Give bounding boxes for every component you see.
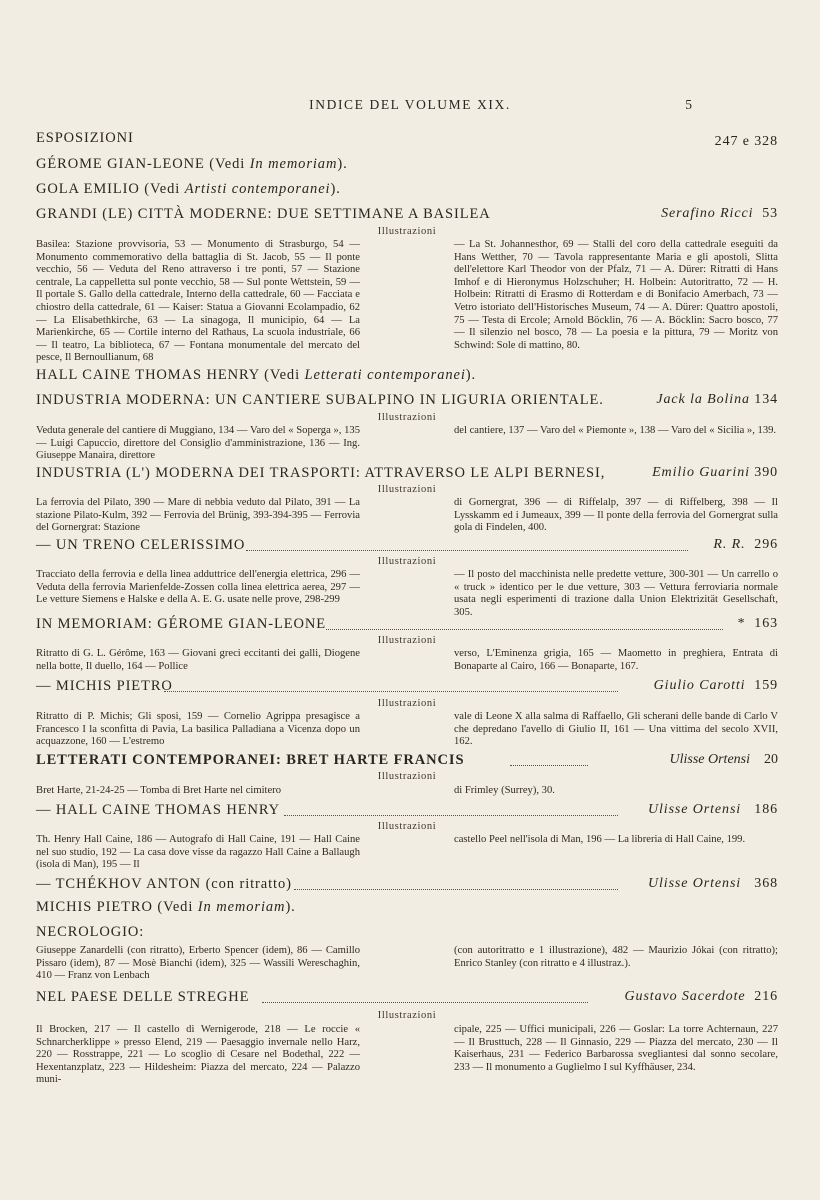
illustrations-list: [36, 425, 778, 463]
entry-industria-trasporti: [36, 465, 778, 485]
illustrazioni-label: Illustrazioni: [377, 1010, 437, 1021]
entry-page: 368: [754, 876, 778, 891]
entry-title: MICHIS PIETRO (Vedi: [36, 899, 198, 915]
entry-title: — MICHIS PIETRO: [36, 678, 173, 694]
entry-title: IN MEMORIAM: GÉROME GIAN-LEONE: [36, 616, 326, 632]
entry-title: HALL CAINE THOMAS HENRY (Vedi: [36, 367, 305, 383]
entry-pages: 247 e 328: [714, 134, 778, 149]
entry-paese-streghe: [36, 989, 778, 1009]
illustrations-col-left: Basilea: Stazione provvisoria, 53 — Monumento di Strasburgo, 54 — Monumento commemorativo della battaglia di St. Jacob, 55 — Il ponte vecchio, 56 — Veduta del Reno attraverso i tre ponti, 57 — Stazione centrale, La cappelletta sul ponte vecchio, 58 — Sul ponte Wettstein, 59 — Il portale S. Gallo della cattedrale, Interno della cattedrale, 60 — Facciata e chiostro della cattedrale, 61 — Kaiser: Statua a Giovanni Ecolampadio, 62 — La Elisabethkirche, 63 — La sinagoga, Il municipio, 64 — La Marienkirche, 65 — Cortile interno del Rathaus, La scuola industriale, 66 — Il teatro, La biblioteca, 67 — Fontana monumentale del mercato del pesce, Il Bernoullianum, 68: [36, 239, 360, 364]
illustrations-col-left: Th. Henry Hall Caine, 186 — Autografo di Hall Caine, 191 — Hall Caine nel suo studio, 192 — La casa dove visse da ragazzo Hall Caine a Ballaugh (isola di Man), 195 — Il: [36, 834, 360, 871]
illustrations-list: [36, 569, 778, 619]
page-number: 5: [685, 97, 692, 112]
illustrations-col-right: di Frimley (Surrey), 30.: [454, 785, 555, 796]
illustrations-col-left: La ferrovia del Pilato, 390 — Mare di nebbia veduto dal Pilato, 391 — La stazione Pilato-Kulm, 392 — Ferrovia del Brünig, 393-394-395 — Ferrovia del Gornergrat: Stazione: [36, 497, 360, 534]
dot-leader: [510, 765, 588, 766]
illustrations-list: [36, 239, 778, 365]
dot-leader: [262, 1002, 588, 1003]
entry-title: GRANDI (LE) CITTÀ MODERNE: DUE SETTIMANE A BASILEA: [36, 206, 491, 222]
entry-author: Gustavo Sacerdote: [624, 989, 746, 1004]
entry-author: Ulisse Ortensi: [647, 876, 742, 891]
illustrazioni-label: Illustrazioni: [377, 226, 437, 237]
necrologio-col-left: Giuseppe Zanardelli (con ritratto), Erberto Spencer (idem), 86 — Camillo Pissaro (idem), 87 — Mosè Bianchi (idem), 325 — Wassili Wereschaghin, 410 — Franz von Lenbach: [36, 945, 360, 982]
entry-title: INDUSTRIA (L') MODERNA DEI TRASPORTI: ATTRAVERSO LE ALPI BERNESI,: [36, 465, 606, 481]
illustrations-col-left: Ritratto di G. L. Gérôme, 163 — Giovani greci eccitanti dei galli, Diogene nella botte, Il duello, 164 — Pollice: [36, 648, 360, 672]
entry-page: 20: [764, 752, 778, 767]
dot-leader: [294, 889, 618, 890]
necrologio-col-right: (con autoritratto e 1 illustrazione), 482 — Maurizio Jókai (con ritratto); Enrico Stanley (con ritratto e 4 illustraz.).: [454, 945, 778, 969]
illustrations-col-right: vale di Leone X alla salma di Raffaello, Gli scherani delle bande di Carlo V che depredano l'avello di Giulio II, 161 — Una vittima del secolo XVII, 162.: [454, 711, 778, 748]
entry-title: NEL PAESE DELLE STREGHE: [36, 989, 250, 1005]
cross-reference: In memoriam: [249, 156, 338, 172]
ref-suffix: ).: [465, 367, 477, 383]
entry-author: Emilio Guarini: [652, 465, 750, 480]
entry-title: — TCHÉKHOV ANTON (con ritratto): [36, 876, 292, 892]
entry-hall-caine: [36, 802, 778, 822]
entry-page: 53: [762, 206, 778, 221]
entry-letterati-contemporanei: [36, 752, 778, 772]
entry-page: 163: [754, 616, 778, 631]
entry-industria-moderna: [36, 392, 778, 412]
illustrazioni-label: Illustrazioni: [377, 698, 437, 709]
entry-grandi-citta: [36, 206, 778, 226]
illustrations-col-right: — La St. Johannesthor, 69 — Stalli del coro della cattedrale eseguiti da Hans Wetther, 70 — Tavola rappresentante Maria e gli apostoli, Slitta dell'elettore Karl Theodor von der Pfalz, 71 — A. Dürer: Ritratti di Hans Imhof e di Hieronymus Holzschuher; H. Holbein: Autoritratto, 72 — H. Holbein: Ritratti di Erasmo di Rotterdam e di Bonifacio Amerbach, 73 — Vetro istoriato dell'Historisches Museum, 74 — A. Dürer: Quattro apostoli, 75 — Testa di Ercole; Arnold Böcklin, 76 — A. Böcklin: Sacro bosco, 77 — Il silenzio nel bosco, 78 — La poesia e la pittura, 79 — Moritz von Schwind: Sole di mattino, 80.: [454, 239, 778, 351]
ref-suffix: ).: [330, 181, 341, 197]
illustrations-col-right: del cantiere, 137 — Varo del « Piemonte », 138 — Varo del « Sicilia », 139.: [454, 425, 777, 436]
entry-title: GÉROME GIAN-LEONE (Vedi: [36, 156, 250, 172]
cross-reference: Letterati contemporanei: [304, 367, 466, 383]
entry-treno-celerissimo: [36, 537, 778, 557]
illustrations-list: [36, 785, 778, 798]
ref-suffix: ).: [337, 156, 348, 172]
illustrations-col-right: — Il posto del macchinista nelle predette vetture, 300-301 — Un carrello o « truck » identico per le due vetture, 303 — Vettura ferroviaria normale usata negli esperimenti di trazione dalla Union Elektrizität Gesellschaft, 305.: [454, 569, 778, 618]
illustrations-list: [36, 834, 778, 872]
illustrations-list: [36, 711, 778, 749]
ref-suffix: ).: [285, 899, 296, 915]
entry-author: R. R.: [713, 537, 746, 552]
entry-esposizioni: [36, 130, 778, 150]
illustrations-list: [36, 497, 778, 535]
illustrations-col-right: castello Peel nell'isola di Man, 196 — La libreria di Hall Caine, 199.: [454, 834, 746, 845]
entry-page: 216: [754, 989, 778, 1004]
entry-title: NECROLOGIO:: [36, 924, 145, 940]
illustrations-list: [36, 648, 778, 673]
illustrations-col-left: Ritratto di P. Michis; Gli sposi, 159 — Cornelio Agrippa presagisce a Francesco I la sconfitta di Pavia, La basilica Palladiana a Vicenza dopo un acquazzone, 160 — L'estremo: [36, 711, 360, 748]
entry-author: Serafino Ricci: [661, 206, 754, 221]
illustrazioni-label: Illustrazioni: [377, 412, 437, 423]
dot-leader: [246, 550, 688, 551]
illustrations-col-right: verso, L'Eminenza grigia, 165 — Maometto in preghiera, Entrata di Bonaparte al Cairo, 166 — Bonaparte, 167.: [454, 648, 778, 672]
entry-necrologio: [36, 924, 778, 944]
entry-gola-ref: [36, 181, 778, 201]
entry-author: Ulisse Ortensi: [669, 752, 750, 767]
illustrazioni-label: Illustrazioni: [377, 771, 437, 782]
illustrazioni-label: Illustrazioni: [377, 556, 437, 567]
cross-reference: Artisti contemporanei: [184, 181, 331, 197]
illustrations-list: [36, 1024, 778, 1087]
illustrations-col-right: cipale, 225 — Uffici municipali, 226 — Goslar: La torre Achternaun, 227 — Il Brusttuch, 228 — Il Ginnasio, 229 — Piazza del mercato, 230 — Il Kaiserhaus, 231 — Federico Barbarossa svegliantesi dal sonno secolare, 233 — Il monumento a Guglielmo I sul Kyffhäuser, 234.: [454, 1024, 778, 1073]
entry-michis-ref: [36, 899, 778, 919]
illustrazioni-label: Illustrazioni: [377, 484, 437, 495]
entry-page: 390: [754, 465, 778, 480]
entry-page: 296: [754, 537, 778, 552]
header-title: INDICE DEL VOLUME XIX.: [309, 97, 511, 112]
cross-reference: In memoriam: [197, 899, 286, 915]
illustrations-col-left: Il Brocken, 217 — Il castello di Wernigerode, 218 — Le roccie « Schnarcherklippe » presso Elend, 219 — Paesaggio invernale nello Harz, 220 — Rosstrappe, 221 — Lo scoglio di Cesare nel Bodethal, 222 — Hexentanzplatz, 223 — Hildesheim: Piazza del mercato, 224 — Palazzo muni-: [36, 1024, 360, 1086]
entry-title: — UN TRENO CELERISSIMO: [36, 537, 246, 553]
necrologio-list: [36, 945, 778, 983]
entry-page: 186: [754, 802, 778, 817]
illustrazioni-label: Illustrazioni: [377, 821, 437, 832]
entry-author: Ulisse Ortensi: [647, 802, 742, 817]
entry-tchekhov: [36, 876, 778, 896]
running-header: [0, 97, 820, 117]
dot-leader: [284, 815, 618, 816]
entry-author: Jack la Bolina: [656, 392, 750, 407]
entry-michis-pietro: [36, 678, 778, 698]
illustrations-col-left: Veduta generale del cantiere di Muggiano, 134 — Varo del « Soperga », 135 — Luigi Capuccio, direttore del Consiglio d'amministrazione, 136 — Ing. Giuseppe Manaira, direttore: [36, 425, 360, 462]
illustrations-col-left: Tracciato della ferrovia e della linea adduttrice dell'energia elettrica, 296 — Veduta della ferrovia Marienfelde-Zossen colla linea elettrica aerea, 297 — Le vetture Siemens e Halske e della A. E. G. usate nelle prove, 298-299: [36, 569, 360, 606]
entry-title: — HALL CAINE THOMAS HENRY: [36, 802, 281, 818]
entry-hall-caine-ref: [36, 367, 778, 387]
entry-title: GOLA EMILIO (Vedi: [36, 181, 185, 197]
entry-in-memoriam: [36, 616, 778, 636]
entry-author: *: [737, 616, 746, 631]
dot-leader: [326, 629, 723, 630]
entry-author: Giulio Carotti: [653, 678, 746, 693]
entry-title: LETTERATI CONTEMPORANEI: BRET HARTE FRANCIS: [36, 752, 465, 768]
entry-gerome-ref: [36, 156, 778, 176]
entry-title: ESPOSIZIONI: [36, 130, 134, 146]
entry-title: INDUSTRIA MODERNA: UN CANTIERE SUBALPINO IN LIGURIA ORIENTALE.: [36, 392, 604, 408]
entry-page: 134: [754, 392, 778, 407]
dot-leader: [164, 691, 618, 692]
entry-page: 159: [754, 678, 778, 693]
illustrazioni-label: Illustrazioni: [377, 635, 437, 646]
illustrations-col-right: di Gornergrat, 396 — di Riffelalp, 397 — di Riffelberg, 398 — Il Lysskamm ed i Jumeaux, 399 — Il ponte della ferrovia del Gornergrat sulla gola di Findelen, 400.: [454, 497, 778, 534]
illustrations-col-left: Bret Harte, 21-24-25 — Tomba di Bret Harte nel cimitero: [36, 785, 282, 796]
